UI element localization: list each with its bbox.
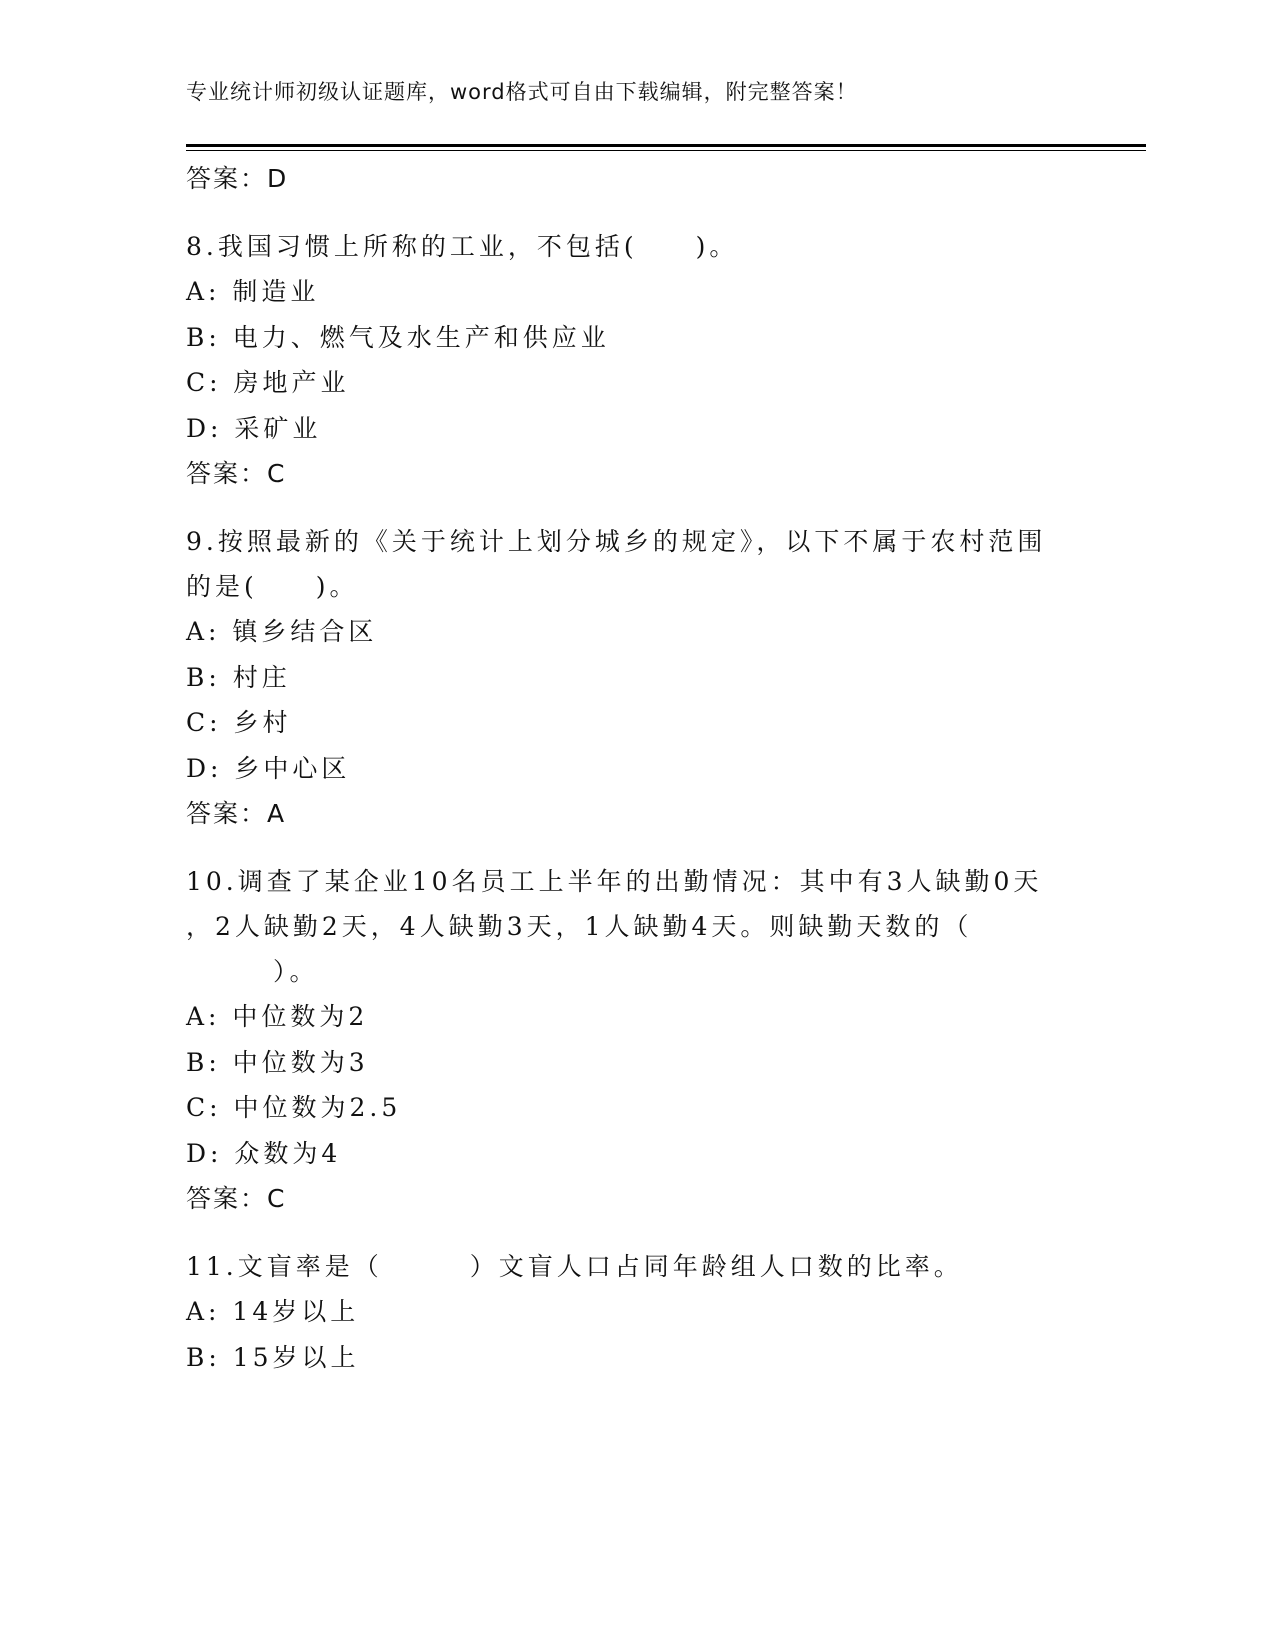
- option-b: B: 村庄: [186, 662, 291, 692]
- question-text: 11.文盲率是（ ）文盲人口占同年龄组人口数的比率。: [186, 1252, 963, 1281]
- question-text: 8.我国习惯上所称的工业，不包括( )。: [186, 232, 739, 261]
- option-d: D: 众数为4: [186, 1138, 342, 1168]
- option-c: C: 乡村: [186, 708, 292, 737]
- option-b: B: 电力、燃气及水生产和供应业: [186, 322, 610, 352]
- header-rule-thin: [186, 150, 1146, 151]
- page-header: 专业统计师初级认证题库，word格式可自由下载编辑，附完整答案！: [186, 80, 858, 104]
- answer-line: 答案：D: [186, 164, 289, 193]
- option-d: D: 乡中心区: [186, 753, 351, 783]
- option-d: D: 采矿业: [186, 413, 322, 443]
- answer-line: 答案：C: [186, 1184, 287, 1213]
- option-a: A: 中位数为2: [186, 1002, 369, 1031]
- option-a: A: 14岁以上: [186, 1297, 360, 1326]
- question-10: [186, 859, 1066, 1222]
- option-a: A: 制造业: [186, 277, 320, 306]
- option-c: C: 中位数为2.5: [186, 1093, 402, 1122]
- question-text: ）。: [186, 957, 319, 986]
- question-9: [186, 519, 1066, 837]
- header-rule-thick: [186, 144, 1146, 147]
- answer-line: 答案：A: [186, 799, 287, 828]
- question-text: 的是( )。: [186, 572, 359, 601]
- question-list: [186, 156, 1066, 1380]
- option-b: B: 中位数为3: [186, 1047, 369, 1077]
- question-text: 10.调查了某企业10名员工上半年的出勤情况：其中有3人缺勤0天: [186, 867, 1043, 896]
- option-c: C: 房地产业: [186, 368, 350, 397]
- question-text: 9.按照最新的《关于统计上划分城乡的规定》，以下不属于农村范围: [186, 527, 1047, 556]
- question-8: [186, 224, 1066, 497]
- question-11: [186, 1244, 1066, 1380]
- question-text: ，2人缺勤2天，4人缺勤3天，1人缺勤4天。则缺勤天数的（: [186, 912, 973, 941]
- answer-line: 答案：C: [186, 459, 287, 488]
- option-a: A: 镇乡结合区: [186, 617, 378, 646]
- option-b: B: 15岁以上: [186, 1342, 360, 1372]
